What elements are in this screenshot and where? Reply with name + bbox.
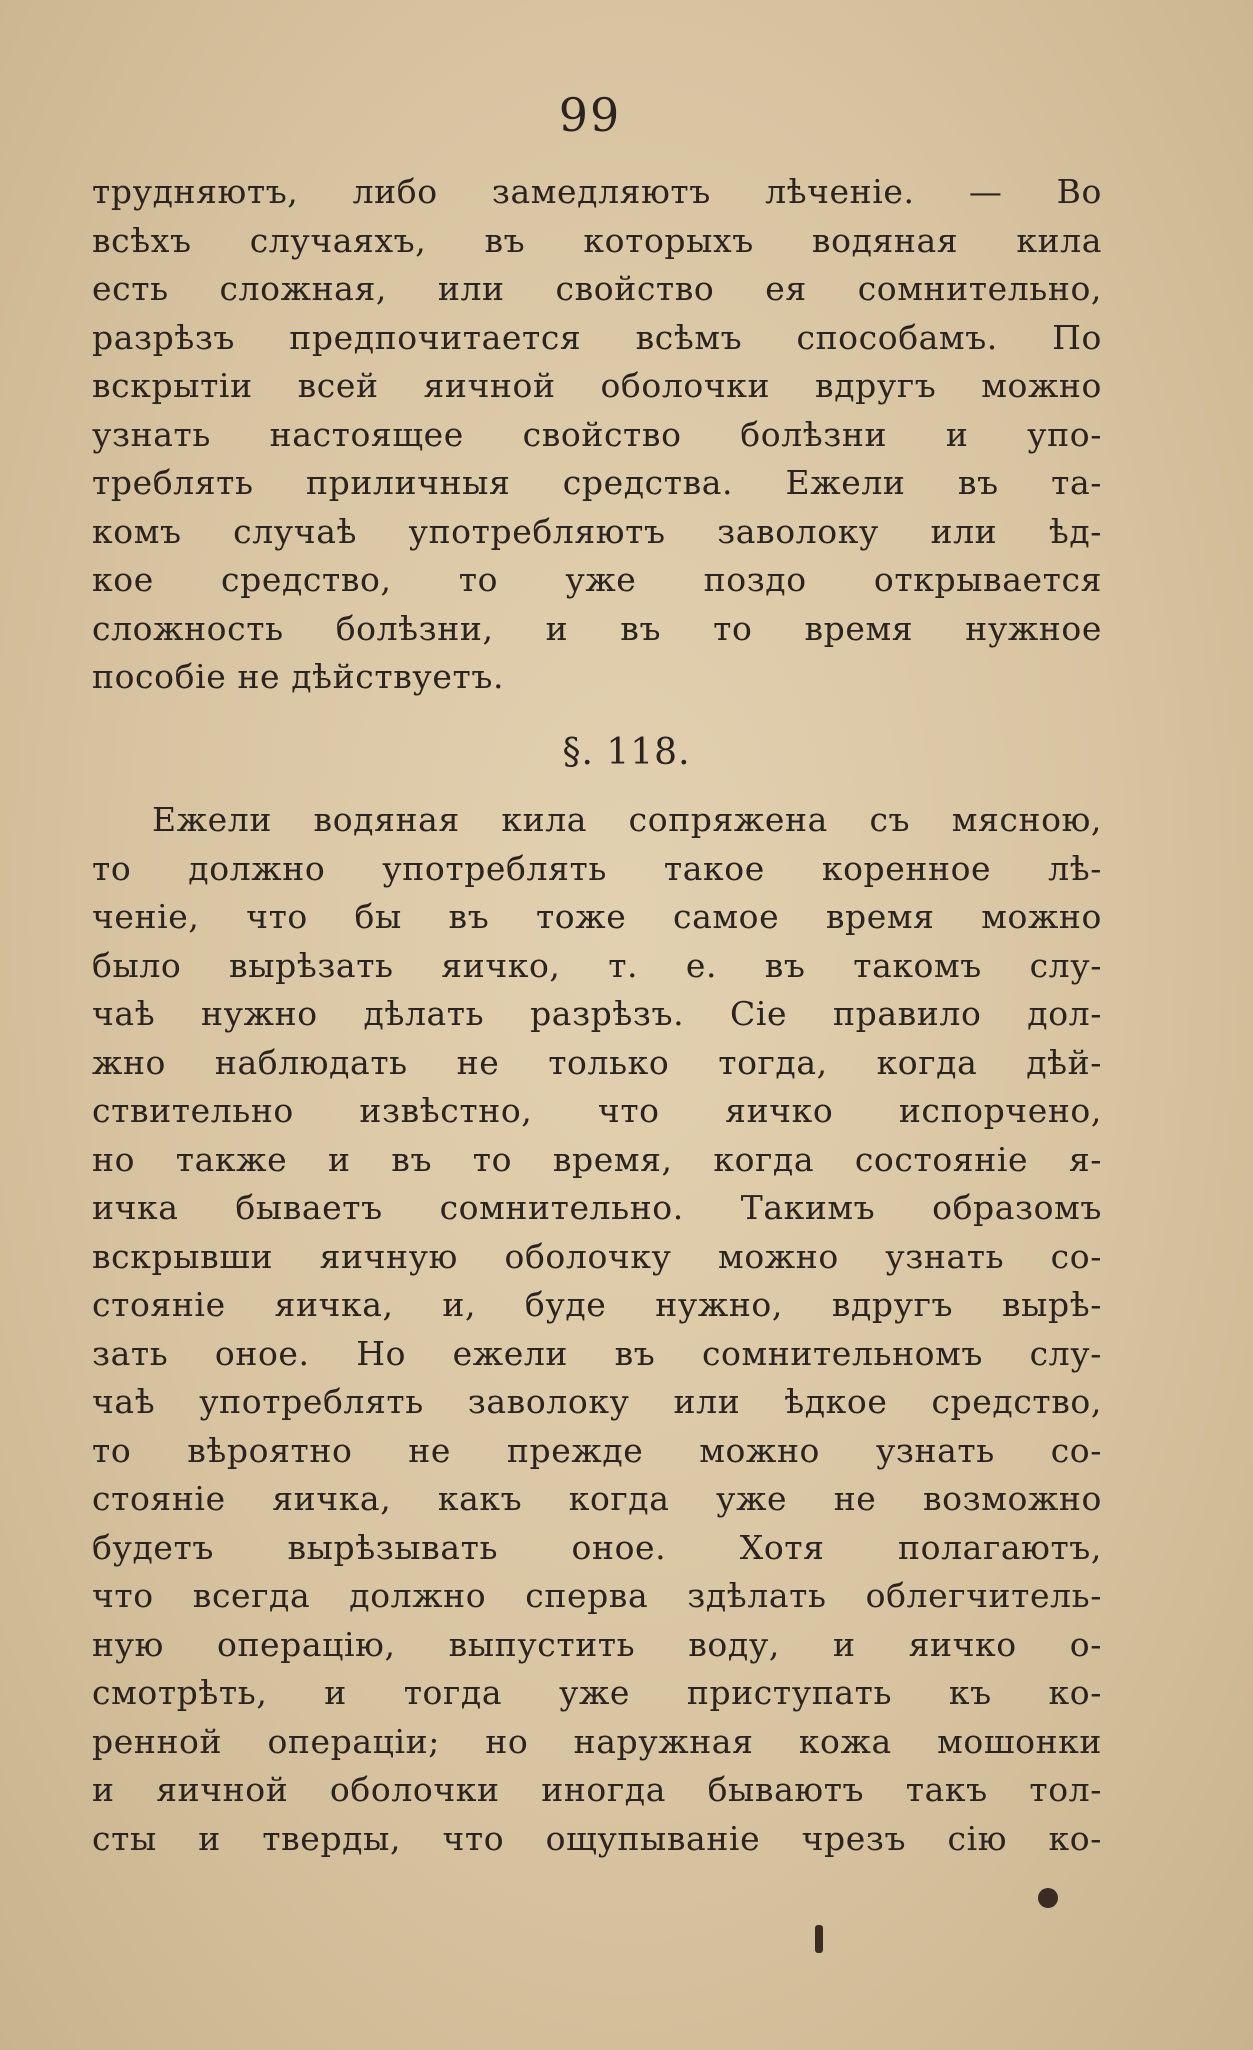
text-line: есть сложная, или свойство ея сомнительно, bbox=[92, 269, 1102, 308]
text-line: комъ случаѣ употребляютъ заволоку или ѣд- bbox=[92, 511, 1102, 551]
text-line: стояніе яичка, какъ когда уже не возможно bbox=[92, 1479, 1102, 1518]
text-line: разрѣзъ предпочитается всѣмъ способамъ. По bbox=[92, 317, 1102, 357]
text-line: ствительно извѣстно, что яичко испорчено, bbox=[92, 1091, 1102, 1130]
text-line: всѣхъ случаяхъ, въ которыхъ водяная кила bbox=[92, 220, 1102, 260]
text-line: вскрытіи всей яичной оболочки вдругъ можно bbox=[92, 366, 1102, 405]
text-line: кое средство, то уже поздо открывается bbox=[92, 560, 1102, 599]
text-line: сты и тверды, что ощупываніе чрезъ сію ко- bbox=[92, 1818, 1102, 1858]
text-line: что всегда должно сперва здѣлать облегчитель- bbox=[92, 1576, 1102, 1615]
text-line: узнать настоящее свойство болѣзни и упо- bbox=[92, 414, 1102, 454]
text-line: жно наблюдать не только тогда, когда дѣй- bbox=[92, 1042, 1102, 1082]
text-line: сложность болѣзни, и въ то время нужное bbox=[92, 608, 1102, 648]
text-line: ную операцію, выпустить воду, и яичко о- bbox=[92, 1624, 1102, 1664]
paragraph-1 bbox=[92, 168, 1102, 702]
text-line: то вѣроятно не прежде можно узнать со- bbox=[92, 1430, 1102, 1470]
paragraph-2 bbox=[92, 796, 1102, 1863]
text-line: треблять приличныя средства. Ежели въ та- bbox=[92, 463, 1102, 502]
page-number: 99 bbox=[558, 88, 622, 142]
text-line: пособіе не дѣйствуетъ. bbox=[92, 657, 505, 696]
text-line: но также и въ то время, когда состояніе я- bbox=[92, 1139, 1102, 1179]
text-line: ченіе, что бы въ тоже самое время можно bbox=[92, 897, 1102, 936]
text-line: будетъ вырѣзывать оное. Хотя полагаютъ, bbox=[92, 1527, 1102, 1567]
text-line: чаѣ нужно дѣлать разрѣзъ. Сіе правило дол- bbox=[92, 994, 1102, 1033]
text-line: чаѣ употреблять заволоку или ѣдкое средство, bbox=[92, 1382, 1102, 1421]
text-line: ренной операціи; но наружная кожа мошонки bbox=[92, 1721, 1102, 1761]
section-heading: §. 118. bbox=[562, 732, 691, 773]
text-line: и яичной оболочки иногда бываютъ такъ тол- bbox=[92, 1770, 1102, 1809]
text-line: то должно употреблять такое коренное лѣ- bbox=[92, 848, 1102, 888]
text-line: зать оное. Но ежели въ сомнительномъ слу- bbox=[92, 1333, 1102, 1373]
text-line: вскрывши яичную оболочку можно узнать со- bbox=[92, 1236, 1102, 1276]
text-line: трудняютъ, либо замедляютъ лѣченіе. — Во bbox=[92, 172, 1102, 211]
text-line: было вырѣзать яичко, т. е. въ такомъ слу- bbox=[92, 945, 1102, 985]
text-line: ичка бываетъ сомнительно. Такимъ образомъ bbox=[92, 1188, 1102, 1227]
ink-speck bbox=[1038, 1888, 1058, 1908]
text-line: Ежели водяная кила сопряжена съ мясною, bbox=[152, 800, 1102, 839]
text-line: стояніе яичка, и, буде нужно, вдругъ вырѣ- bbox=[92, 1285, 1102, 1324]
text-line: смотрѣть, и тогда уже приступать къ ко- bbox=[92, 1673, 1102, 1712]
ink-speck bbox=[815, 1925, 823, 1953]
